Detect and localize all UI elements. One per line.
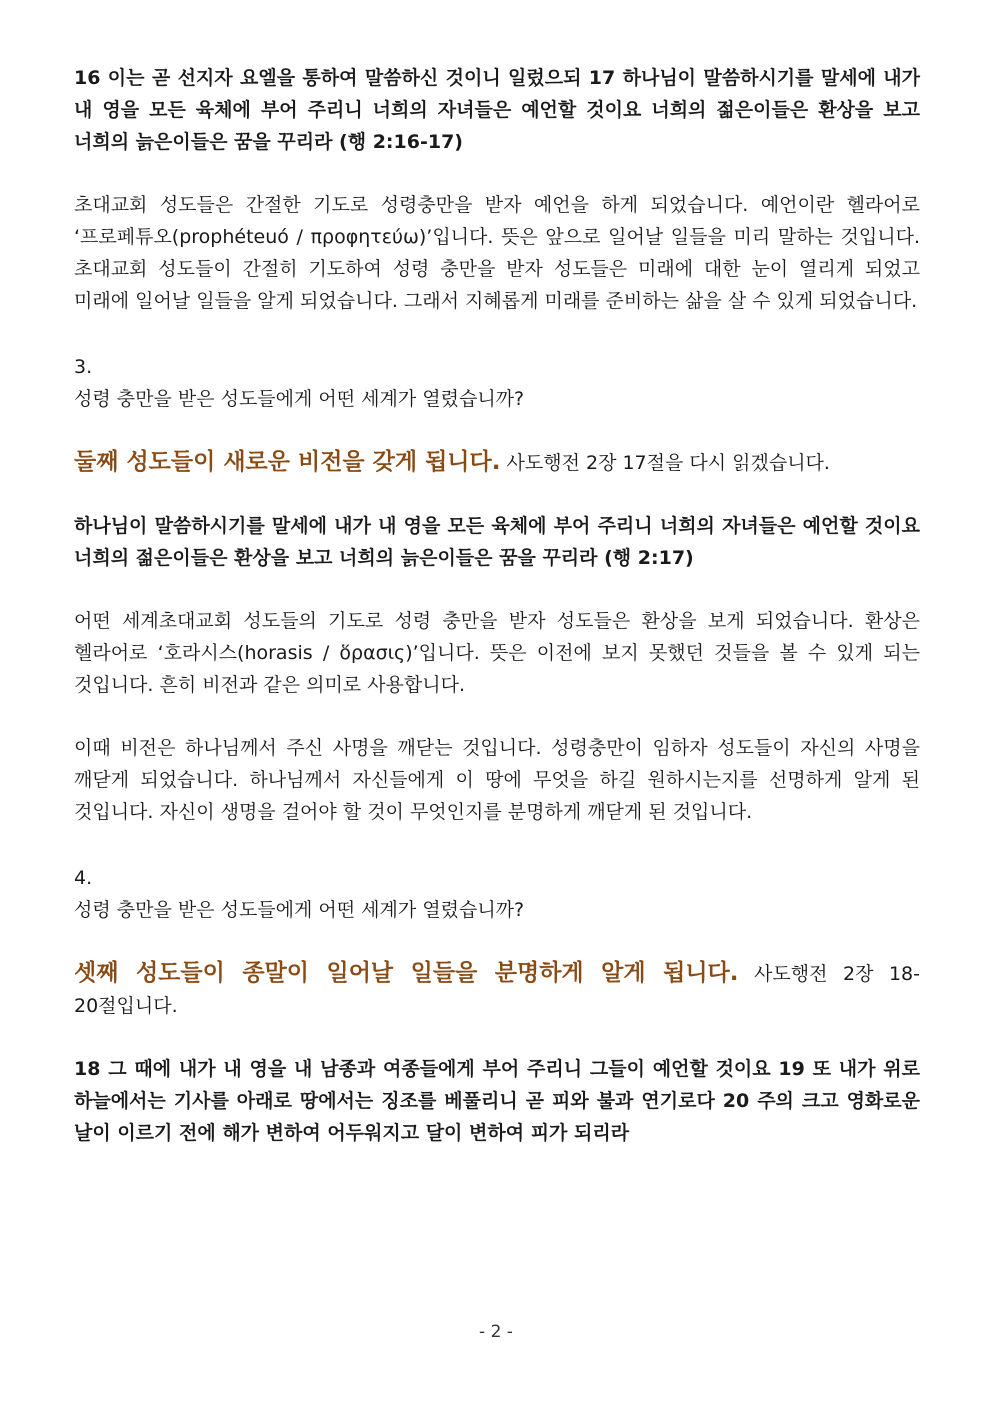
highlighted-heading: 셋째 성도들이 종말이 일어날 일들을 분명하게 알게 됩니다. (74, 960, 739, 986)
point-heading-vision (74, 446, 920, 479)
scripture-quote-acts-2-16-17: 16 이는 곧 선지자 요엘을 통하여 말씀하신 것이니 일렀으되 17 하나님이 말씀하시기를 말세에 내가 내 영을 모든 육체에 부어 주리니 너희의 자녀들은 예언할 것이요 너희의 젊은이들은 환상을 보고 너희의 늙은이들은 꿈을 꾸리라 (행 2:16-17) (74, 67, 920, 153)
heading-continuation: 사도행전 2장 18-20절입니다. (74, 963, 920, 1017)
section-number: 3. (74, 356, 93, 378)
heading-continuation: 사도행전 2장 17절을 다시 읽겠습니다. (500, 452, 830, 474)
paragraph-calling: 이때 비전은 하나님께서 주신 사명을 깨닫는 것입니다. 성령충만이 임하자 성도들이 자신의 사명을 깨닫게 되었습니다. 하나님께서 자신들에게 이 땅에 무엇을 하길 원하시는지를 선명하게 알게 된 것입니다. 자신이 생명을 걸어야 할 것이 무엇인지를 분명하게 깨닫게 된 것입니다. (74, 737, 920, 823)
document-body (74, 62, 920, 1149)
point-heading-end-times (74, 957, 920, 1022)
question-block-3 (74, 351, 920, 415)
question-block-4 (74, 862, 920, 926)
highlighted-heading: 둘째 성도들이 새로운 비전을 갖게 됩니다. (74, 449, 501, 475)
paragraph-prophecy: 초대교회 성도들은 간절한 기도로 성령충만을 받자 예언을 하게 되었습니다. 예언이란 헬라어로 ‘프로페튜오(prophéteuó / προφητεύω)’입니다. 뜻은 앞으로 일어날 일들을 미리 말하는 것입니다. 초대교회 성도들이 간절히 기도하여 성령 충만을 받자 성도들은 미래에 대한 눈이 열리게 되었고 미래에 일어날 일들을 알게 되었습니다. 그래서 지혜롭게 미래를 준비하는 삶을 살 수 있게 되었습니다. (74, 194, 920, 312)
scripture-quote-acts-2-17: 하나님이 말씀하시기를 말세에 내가 내 영을 모든 육체에 부어 주리니 너희의 자녀들은 예언할 것이요 너희의 젊은이들은 환상을 보고 너희의 늙은이들은 꿈을 꾸리라 (행 2:17) (74, 515, 920, 569)
question-text: 성령 충만을 받은 성도들에게 어떤 세계가 열렸습니까? (74, 899, 525, 921)
paragraph-vision: 어떤 세계초대교회 성도들의 기도로 성령 충만을 받자 성도들은 환상을 보게 되었습니다. 환상은 헬라어로 ‘호라시스(horasis / ὅρασις)’입니다. 뜻은 이전에 보지 못했던 것들을 볼 수 있게 되는 것입니다. 흔히 비전과 같은 의미로 사용합니다. (74, 610, 920, 696)
question-text: 성령 충만을 받은 성도들에게 어떤 세계가 열렸습니까? (74, 388, 525, 410)
scripture-quote-acts-2-18-20: 18 그 때에 내가 내 영을 내 남종과 여종들에게 부어 주리니 그들이 예언할 것이요 19 또 내가 위로 하늘에서는 기사를 아래로 땅에서는 징조를 베풀리니 곧 피와 불과 연기로다 20 주의 크고 영화로운 날이 이르기 전에 해가 변하여 어두워지고 달이 변하여 피가 되리라 (74, 1058, 920, 1144)
section-number: 4. (74, 867, 93, 889)
page-number: - 2 - (479, 1322, 513, 1342)
